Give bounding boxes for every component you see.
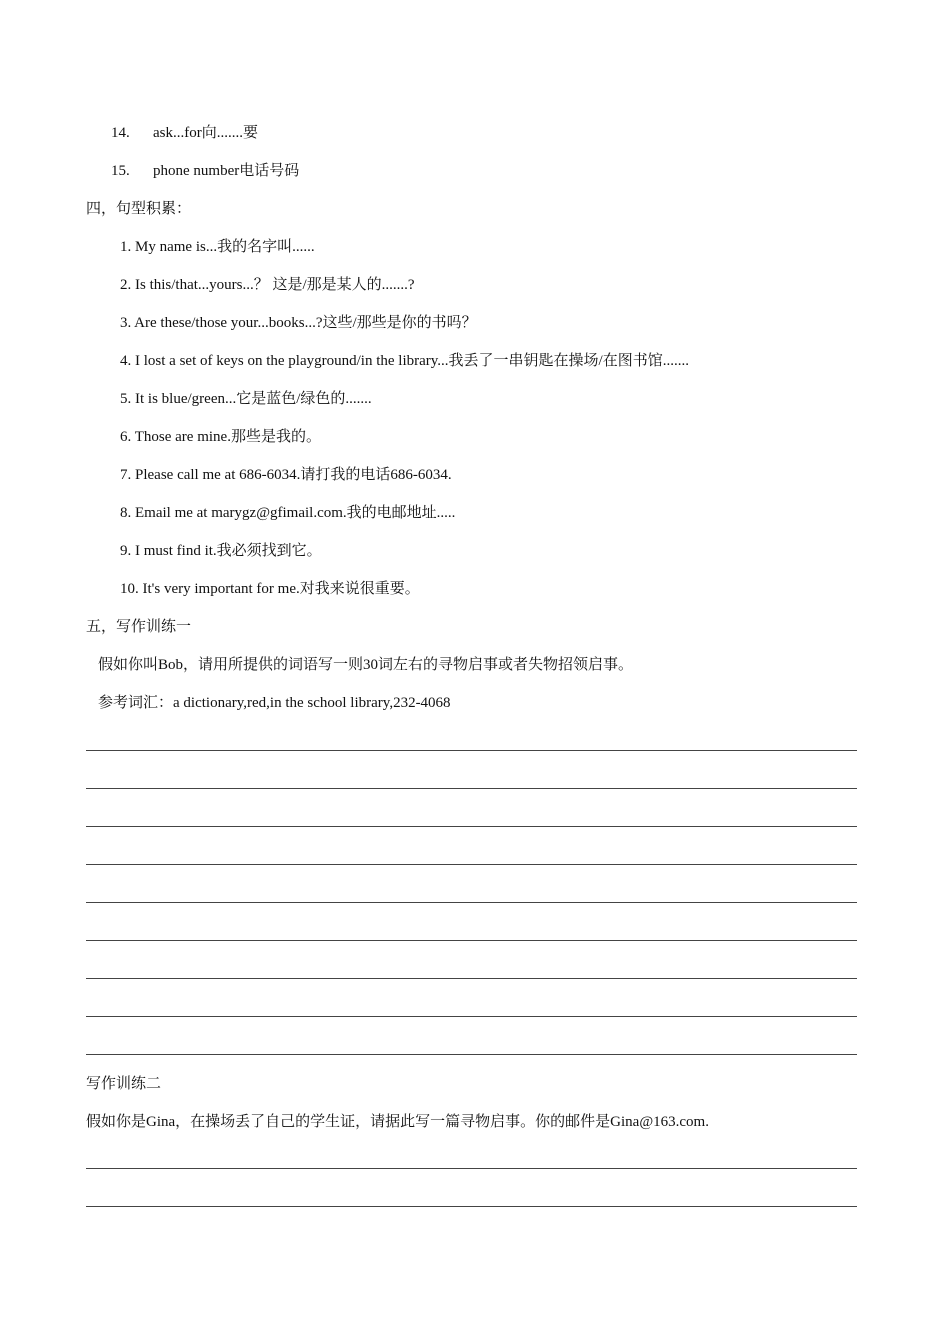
section5-heading: 五，写作训练一 (86, 619, 192, 635)
section5-prompt: 假如你叫Bob，请用所提供的词语写一则30词左右的寻物启事或者失物招领启事。 (98, 657, 634, 673)
writing-line[interactable] (86, 826, 857, 827)
section6-heading: 写作训练二 (86, 1076, 162, 1092)
vocab-number: 15. (111, 163, 130, 179)
section5-reference: 参考词汇：a dictionary,red,in the school library,232-4068 (98, 695, 451, 711)
writing-line[interactable] (86, 978, 857, 979)
vocab-text: ask...for向.......要 (153, 125, 258, 141)
sentence-item: 10. It's very important for me.对我来说很重要。 (120, 581, 420, 597)
sentence-item: 6. Those are mine.那些是我的。 (120, 429, 321, 445)
section4-heading: 四，句型积累： (86, 201, 192, 217)
writing-line[interactable] (86, 864, 857, 865)
writing-line[interactable] (86, 1016, 857, 1017)
writing-line[interactable] (86, 1054, 857, 1055)
section6-prompt: 假如你是Gina，在操场丢了自己的学生证，请据此写一篇寻物启事。你的邮件是Gina@163.com. (86, 1114, 709, 1130)
vocab-item-14 (111, 123, 258, 143)
writing-line[interactable] (86, 940, 857, 941)
writing-line[interactable] (86, 1206, 857, 1207)
writing-line[interactable] (86, 750, 857, 751)
writing-line[interactable] (86, 1168, 857, 1169)
sentence-item: 5. It is blue/green...它是蓝色/绿色的....... (120, 391, 372, 407)
sentence-item: 2. Is this/that...yours...？ 这是/那是某人的.......? (120, 277, 415, 293)
sentence-item: 8. Email me at marygz@gfimail.com.我的电邮地址..... (120, 505, 456, 521)
sentence-item: 7. Please call me at 686-6034.请打我的电话686-6034. (120, 467, 452, 483)
vocab-number: 14. (111, 125, 130, 141)
sentence-item: 9. I must find it.我必须找到它。 (120, 543, 322, 559)
writing-line[interactable] (86, 902, 857, 903)
vocab-item-15 (111, 161, 299, 181)
sentence-item: 3. Are these/those your...books...?这些/那些是你的书吗？ (120, 315, 477, 331)
sentence-item: 1. My name is...我的名字叫...... (120, 239, 315, 255)
writing-line[interactable] (86, 788, 857, 789)
sentence-item: 4. I lost a set of keys on the playground/in the library...我丢了一串钥匙在操场/在图书馆....... (120, 353, 689, 369)
vocab-text: phone number电话号码 (153, 163, 300, 179)
